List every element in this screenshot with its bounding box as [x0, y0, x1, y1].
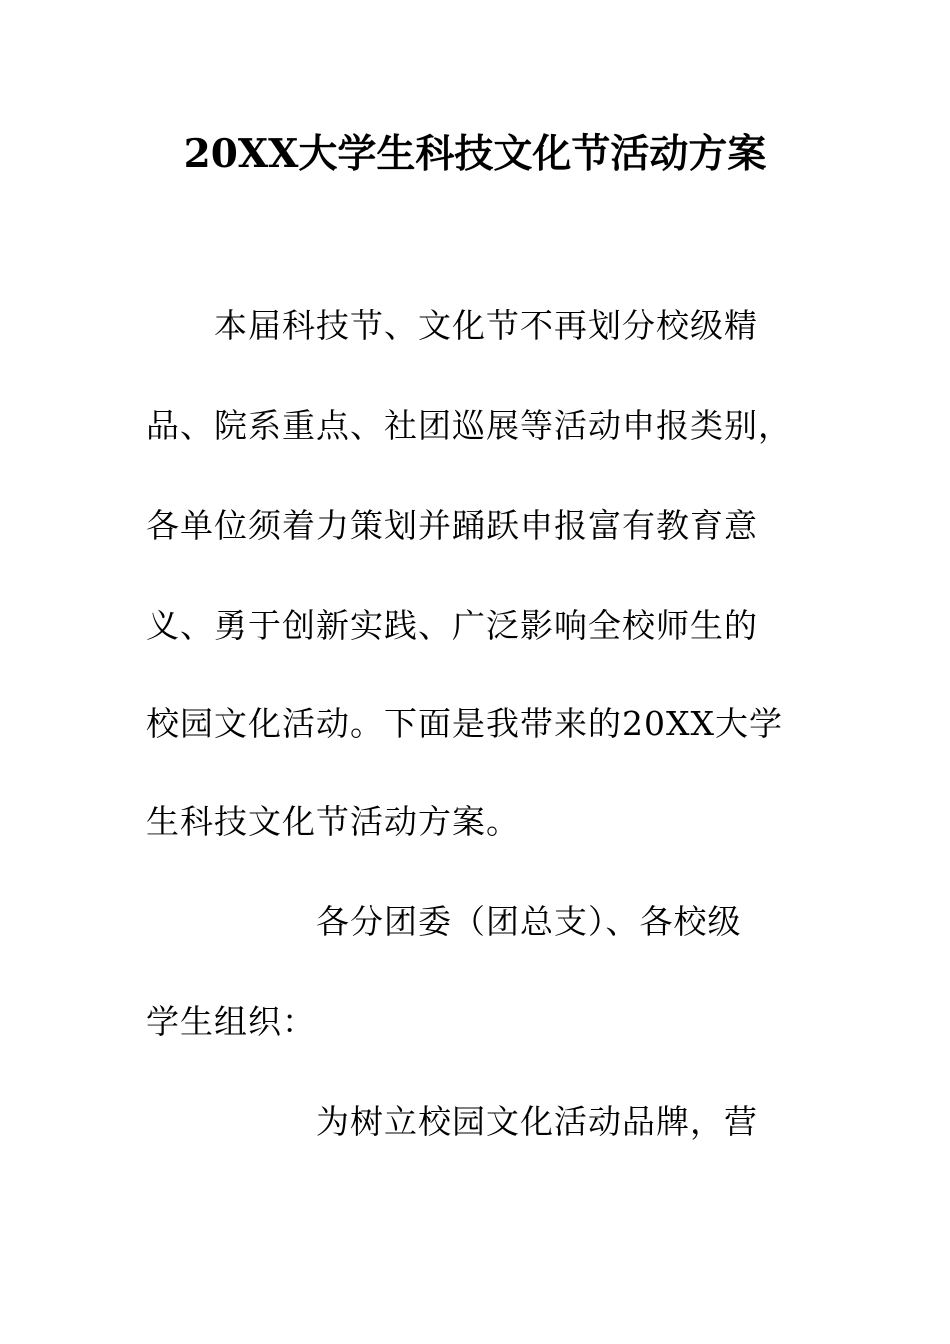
body-line: 学生组织： — [146, 1002, 316, 1041]
body-line: 生科技文化节活动方案。 — [146, 802, 520, 841]
body-line: 为树立校园文化活动品牌，营 — [146, 1102, 758, 1141]
body-line: 义、勇于创新实践、广泛影响全校师生的 — [146, 606, 758, 645]
body-line: 各单位须着力策划并踊跃申报富有教育意 — [146, 506, 758, 545]
body-line: 各分团委（团总支）、各校级 — [146, 902, 742, 941]
body-line: 品、院系重点、社团巡展等活动申报类别， — [146, 406, 792, 445]
body-line: 本届科技节、文化节不再划分校级精 — [146, 306, 758, 345]
document-title: 20XX大学生科技文化节活动方案 — [183, 131, 767, 177]
body-line: 校园文化活动。下面是我带来的20XX大学 — [146, 704, 783, 743]
